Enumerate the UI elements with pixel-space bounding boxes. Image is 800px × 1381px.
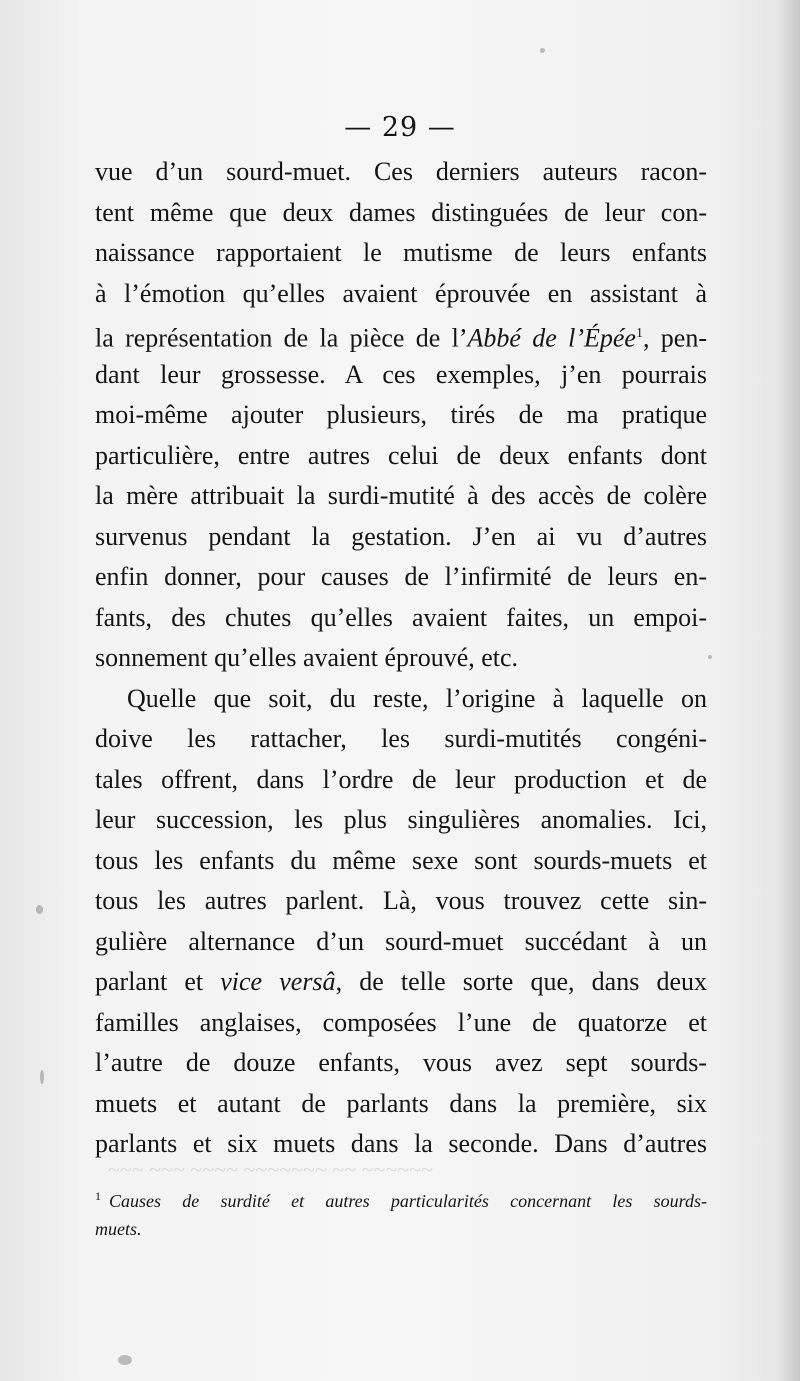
page-spine-shadow <box>778 0 800 1381</box>
text-fragment: parlant et <box>95 967 221 996</box>
text-line: tous les enfants du même sexe sont sourds-muets et <box>95 845 707 875</box>
text-line: tent même que deux dames distinguées de leur con- <box>95 197 707 227</box>
text-line: à l’émotion qu’elles avaient éprouvée en assistant à <box>95 278 707 308</box>
text-line: l’autre de douze enfants, vous avez sept sourds- <box>95 1048 707 1077</box>
text-line: doive les rattacher, les surdi-mutités congéni- <box>95 724 707 753</box>
text-line: enfin donner, pour causes de l’infirmité de leurs en- <box>95 562 707 591</box>
paper-speck <box>40 1070 44 1084</box>
text-line: leur succession, les plus singulières anomalies. Ici, <box>95 805 707 834</box>
footnote-text: Causes de surdité et autres particularités concernant les sourds- <box>109 1191 707 1211</box>
footnote-marker: 1 <box>95 1189 101 1203</box>
text-line: fants, des chutes qu’elles avaient faites, un empoi- <box>95 602 707 632</box>
paragraph-2 <box>95 679 707 1165</box>
text-line: tous les autres parlent. Là, vous trouvez cette sin- <box>95 886 707 915</box>
footnote <box>95 1182 707 1243</box>
paper-speck <box>708 655 712 659</box>
text-line: Quelle que soit, du reste, l’origine à laquelle on <box>127 683 707 713</box>
paper-speck <box>540 48 545 53</box>
text-line: sonnement qu’elles avaient éprouvé, etc. <box>95 643 519 672</box>
page-number: — 29 — <box>344 112 456 143</box>
text-line: moi-même ajouter plusieurs, tirés de ma pratique <box>95 400 707 429</box>
text-line: tales offrent, dans l’ordre de leur production et de <box>95 764 707 794</box>
text-line: vue d’un sourd-muet. Ces derniers auteurs racon- <box>95 157 707 186</box>
text-line: naissance rapportaient le mutisme de leurs enfants <box>95 238 707 267</box>
text-line-with-title <box>95 314 707 355</box>
paper-speck <box>36 905 43 914</box>
text-line: parlants et six muets dans la seconde. Dans d’autres <box>95 1129 707 1158</box>
text-line: dant leur grossesse. A ces exemples, j’en pourrais <box>95 359 707 389</box>
body-text <box>95 152 707 1165</box>
text-line: la mère attribuait la surdi-mutité à des accès de colère <box>95 481 707 510</box>
text-fragment: , de telle sorte que, dans deux <box>335 967 707 996</box>
paper-speck <box>118 1355 132 1365</box>
latin-phrase: vice versâ <box>220 967 336 996</box>
footnote-line: muets. <box>95 1219 142 1239</box>
text-fragment: la représentation de la pièce de l’ <box>95 323 468 353</box>
text-line: particulière, entre autres celui de deux enfants dont <box>95 440 707 470</box>
text-line: gulière alternance d’un sourd-muet succédant à un <box>95 926 707 956</box>
text-line: familles anglaises, composées l’une de quatorze et <box>95 1007 707 1037</box>
footnote-line <box>95 1182 707 1215</box>
text-line: survenus pendant la gestation. J’en ai vu d’autres <box>95 521 707 551</box>
play-title: Abbé de l’Épée <box>467 323 636 353</box>
footnote-reference: 1 <box>635 326 643 341</box>
text-line: muets et autant de parlants dans la première, six <box>95 1088 707 1118</box>
paragraph-1 <box>95 152 707 679</box>
show-through-text: ~~~ ~~~ ~~~~ ~~~~~~~ ~~ ~~~~~~ <box>108 1157 434 1182</box>
text-fragment: , pen- <box>642 323 707 353</box>
text-line-with-italic <box>95 962 707 1003</box>
